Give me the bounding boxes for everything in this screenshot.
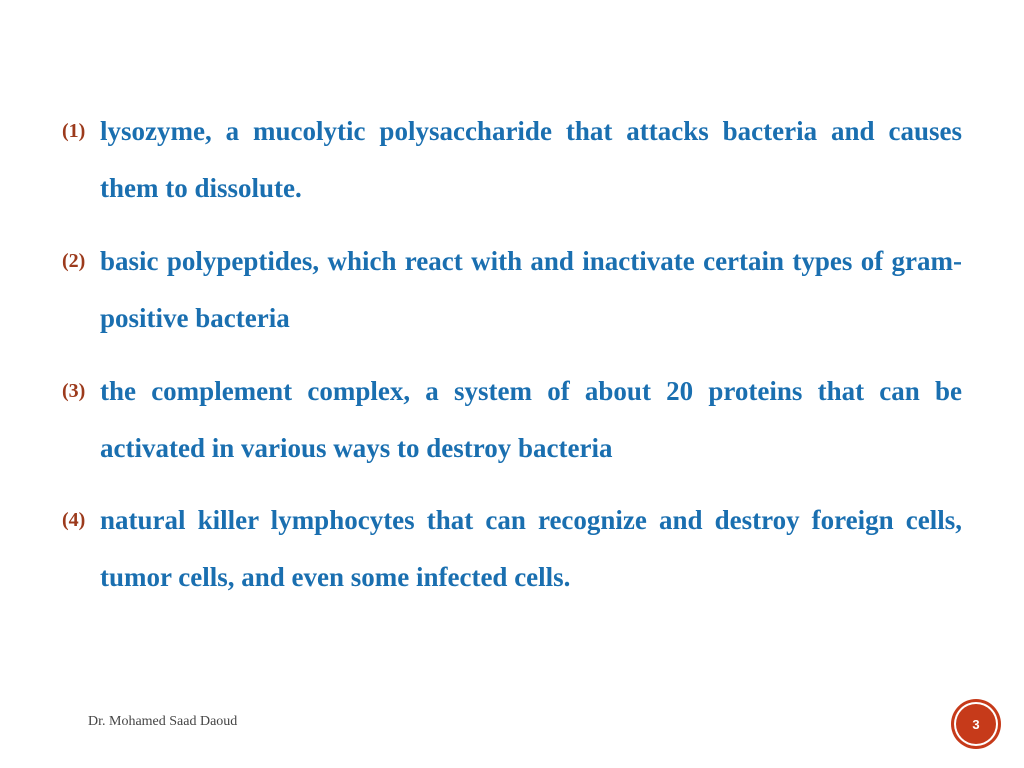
page-number: 3 [972, 716, 980, 732]
item-number-3: (3) [62, 380, 86, 402]
page-number-badge [954, 702, 998, 746]
list-item-3 [62, 363, 962, 477]
list-item-2 [62, 233, 962, 347]
item-text-3: the complement complex, a system of about 20 proteins that can be activated in various ways to destroy bacteria [100, 376, 962, 463]
list-item-1 [62, 103, 962, 217]
item-number-2: (2) [62, 250, 86, 272]
item-number-4: (4) [62, 509, 86, 531]
item-number-1: (1) [62, 120, 86, 142]
list-item-4 [62, 492, 962, 606]
footer-author: Dr. Mohamed Saad Daoud [88, 714, 238, 729]
item-text-4: natural killer lymphocytes that can recognize and destroy foreign cells, tumor cells, and even some infected cells. [100, 505, 962, 592]
item-text-1: lysozyme, a mucolytic polysaccharide that attacks bacteria and causes them to dissolute. [100, 116, 962, 203]
item-text-2: basic polypeptides, which react with and inactivate certain types of gram-positive bacteria [100, 246, 962, 333]
